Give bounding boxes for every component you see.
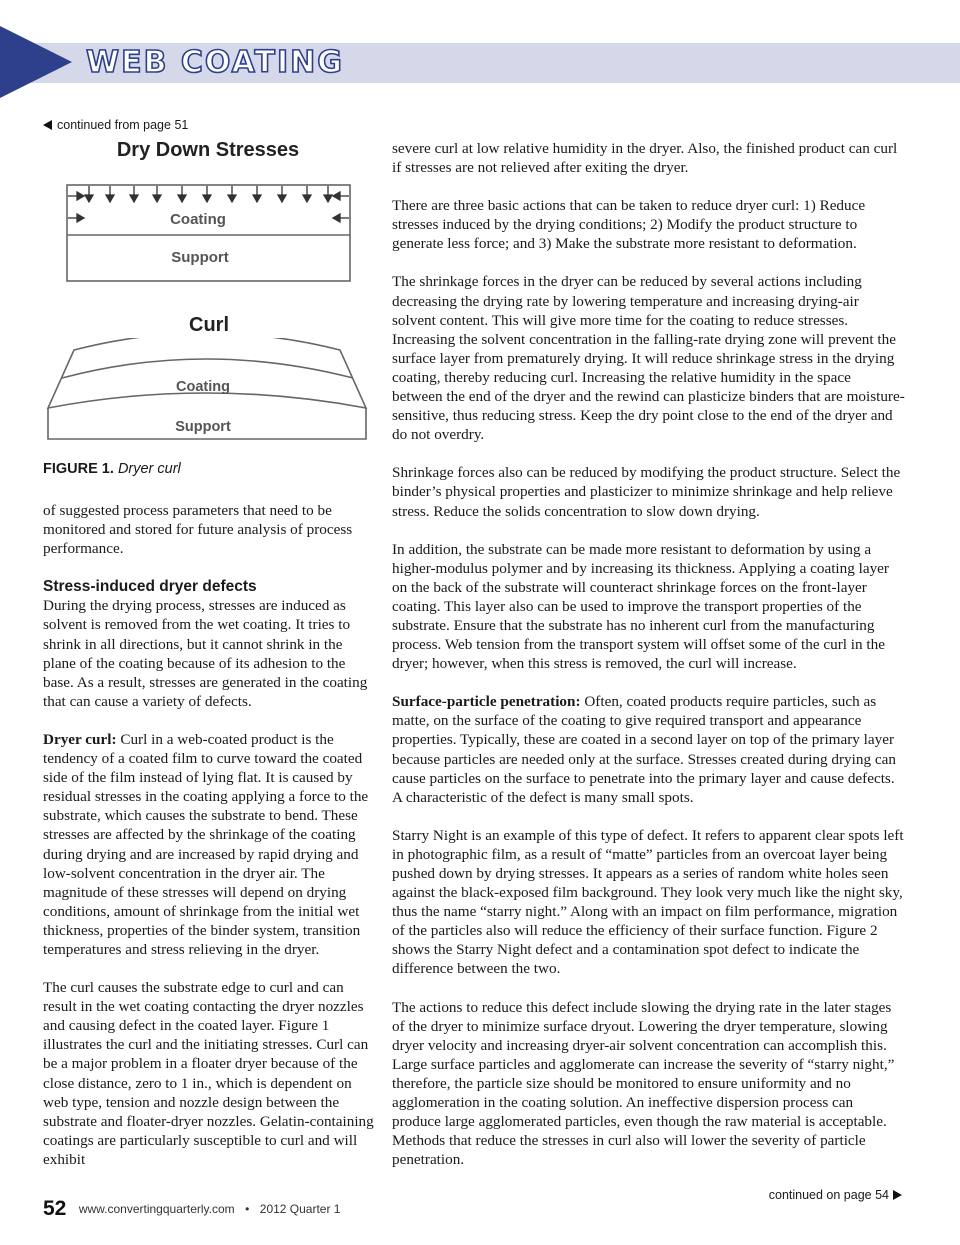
- paragraph-surface-particle: [392, 692, 905, 807]
- paragraph: severe curl at low relative humidity in the dryer. Also, the finished product can curl if stresses are not relieved after exiting the dryer.: [392, 140, 898, 177]
- right-column: [392, 139, 905, 1169]
- curl-coating-label: Coating: [176, 379, 230, 395]
- support-label: Support: [171, 249, 229, 266]
- paragraph: There are three basic actions that can be taken to reduce dryer curl: 1) Reduce stresses induced by the drying conditions; 2) Modify the product structure to generate less force; and 3) Make the substrate more resistant to deformation.: [392, 197, 866, 253]
- paragraph: of suggested process parameters that need to be monitored and stored for future analysis of process performance.: [43, 502, 353, 558]
- continued-on-link[interactable]: [769, 1188, 902, 1202]
- run-in-heading: Dryer curl:: [43, 730, 117, 748]
- paragraph: Shrinkage forces also can be reduced by modifying the product structure. Select the binder’s physical properties and plasticizer to minimize shrinkage and help relieve stress. Reduce the solids concentration to slow down drying.: [392, 464, 901, 520]
- page-footer: [43, 1197, 340, 1221]
- curl-diagram: [40, 338, 376, 448]
- figure-title-curl: Curl: [189, 314, 229, 336]
- continued-from-text: continued from page 51: [57, 118, 189, 132]
- coating-label: Coating: [170, 211, 226, 228]
- curl-support-label: Support: [175, 419, 231, 435]
- section-heading: Stress-induced dryer defects: [43, 578, 257, 596]
- continued-on-text: continued on page 54: [768, 1188, 889, 1202]
- paragraph: The shrinkage forces in the dryer can be reduced by several actions including decreasing the drying rate by lowering temperature and increasing drying-air solvent content. This will give more time for the coating to reduce stresses. Increasing the solvent concentration in the falling-rate drying zone will prevent the surface layer from prematurely drying. It will reduce shrinkage stress in the drying coating, thereby reducing curl. Increasing the relative humidity in the space between the end of the dryer and the rewind can plasticize binders that are moisture-sensitive, thus reducing stress. Keep the dry point close to the end of the dryer and do not overdry.: [392, 273, 905, 444]
- paragraph-dryer-curl: [43, 730, 375, 959]
- arrow-right-icon: [893, 1190, 902, 1200]
- curled-layer-outline: [48, 338, 366, 408]
- dry-down-diagram: [60, 178, 360, 288]
- figure-caption-text: Dryer curl: [117, 461, 181, 477]
- section-title: WEB COATING: [86, 45, 344, 80]
- paragraph: The actions to reduce this defect include slowing the drying rate in the later stages of the dryer to minimize surface dryout. Lowering the dryer temperature, slowing dryer velocity and increasing dryer-air solvent concentration can accomplish this. Large surface particles and agglomerate can increase the severity of “starry night,” therefore, the particle size should be monitored to ensure uniformity and no agglomeration in the coating solution. An ineffective dispersion process can produce large agglomerated particles, even though the raw material is acceptable. Methods that reduce the stresses in curl also will lower the severity of particle penetration.: [392, 998, 895, 1169]
- paragraph-text: Curl in a web-coated product is the tendency of a coated film to curve toward the coated side of the film instead of lying flat. It is caused by residual stresses in the coating applying a force to the substrate, which causes the substrate to bend. These stresses are affected by the shrinkage of the coating during drying and are increased by rapid drying and low-solvent concentration in the dryer air. The magnitude of these stresses will depend on drying conditions, amount of shrinkage from the initial wet thickness, properties of the binder system, transition temperatures and stress relieving in the dryer.: [43, 730, 369, 958]
- paragraph-text: Often, coated products require particles, such as matte, on the surface of the coating to give required transport and appearance properties. Typically, these are coated in a second layer on top of the primary layer because particles are needed only at the surface. Stresses created during drying can cause particles on the surface to penetrate into the primary layer and cause defects. A characteristic of the defect is many small spots.: [392, 693, 896, 806]
- issue-label: 2012 Quarter 1: [259, 1202, 341, 1216]
- page-number: 52: [43, 1197, 67, 1220]
- figure-caption-number: FIGURE 1.: [43, 461, 114, 477]
- paragraph: The curl causes the substrate edge to curl and can result in the wet coating contacting the dryer nozzles and causing defect in the coated layer. Figure 1 illustrates the curl and the initiating stresses. Curl can be a major problem in a floater dryer because of the close distance, zero to 1 in., which is dependent on web type, tension and nozzle design between the substrate and floater-dryer nozzles. Gelatin-containing coatings are particularly susceptible to curl and will exhibit: [43, 979, 374, 1168]
- figure-title-dry-down: Dry Down Stresses: [116, 139, 300, 161]
- website-link[interactable]: www.convertingquarterly.com: [78, 1202, 235, 1216]
- arrow-left-icon: [43, 120, 52, 130]
- footer-separator: •: [245, 1202, 250, 1216]
- run-in-heading: Surface-particle penetration:: [392, 693, 581, 711]
- continued-from-link[interactable]: [43, 118, 188, 132]
- paragraph: Starry Night is an example of this type of defect. It refers to apparent clear spots left in photographic film, as a result of “matte” particles from an overcoat layer being pushed down by drying stresses. It appears as a series of random white holes seen against the black-exposed film background. They look very much like the night sky, thus the name “starry night.” Along with an impact on film performance, migration of the particles also will reduce the efficiency of their surface function. Figure 2 shows the Starry Night defect and a contamination spot defect to indicate the difference between the two.: [392, 826, 904, 978]
- left-column: [43, 501, 375, 1169]
- paragraph: During the drying process, stresses are induced as solvent is removed from the wet coating. It tries to shrink in all directions, but it cannot shrink in the plane of the coating because of its adhesion to the base. As a result, stresses are generated in the coating that can cause a variety of defects.: [43, 597, 368, 710]
- header-triangle-icon: [0, 26, 72, 98]
- figure-caption: [43, 461, 181, 477]
- paragraph: In addition, the substrate can be made more resistant to deformation by using a higher-modulus polymer and by increasing its thickness. Applying a coating layer on the back of the substrate will counteract shrinkage forces on the front-layer coating. This layer also can be used to improve the transport properties of the substrate. Ensure that the substrate has no inherent curl from the manufacturing process. Web tension from the transport system will offset some of the curl in the dryer; however, when this stress is removed, the curl will increase.: [392, 540, 889, 673]
